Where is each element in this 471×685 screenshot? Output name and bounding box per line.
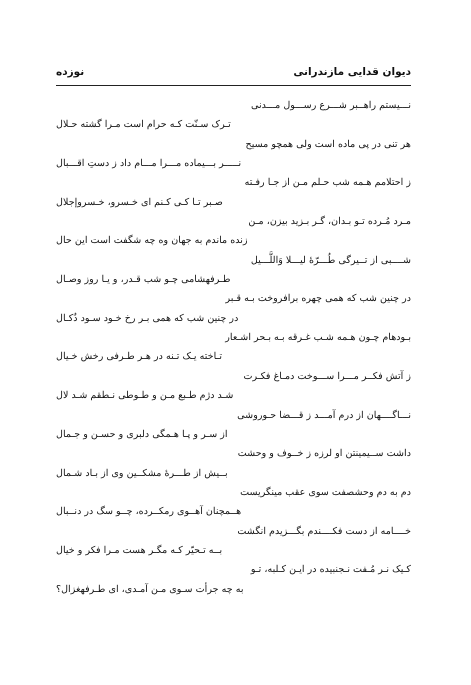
verse-line: کـیک نـر مُـفت نـجنبیده در ایـن کـلبه، تـو: [250, 564, 411, 576]
verse-line: هر تنی در پی ماده است ولی همچو مسیح: [245, 138, 411, 150]
page-number: نوزده: [56, 66, 85, 78]
verse-line: دم به دم وحشصفت سوی عقب مینگریست: [240, 486, 411, 498]
book-title: دیوان قدایی مازندرانی: [293, 66, 411, 78]
verse-line: زنده ماندم به جهان وه چه شگفت است این حال: [56, 235, 248, 247]
verse-line: صـبر تـا کـی کـنم ای خـسرو، خـسروإجلال: [56, 196, 223, 208]
verse-line: تـرک سـنّت کـه حرام است مـرا گشته حـلال: [56, 119, 231, 131]
poem-body: [56, 96, 411, 599]
verse-line: در چنین شب که همی بـر رخ خـود سـود ذُکـال: [56, 312, 239, 324]
header-rule: [56, 85, 411, 86]
verse-line: شــــبی از تــیرگی طُـــرّهٔ لیـــلا وَاللَّـــیل: [250, 254, 411, 266]
verse-line: از سـر و پـا هـمگی دلبری و حسـن و جـمال: [56, 428, 228, 440]
verse-line: شـد دژم طـبع مـن و طـوطی نـطقم شـد لال: [56, 390, 234, 402]
verse-line: بـودهام چـون هـمه شـب غـرقه بـه بـحر اشـعار: [225, 332, 411, 344]
verse-line: بــیش از طـــرهٔ مشکــین وی از بـاد شـمال: [56, 467, 228, 479]
verse-line: نـــــر بـــیماده مـــرا مـــام داد ز دستِ اقـــبال: [56, 158, 242, 170]
verse-line: نـــاگــــهان از درم آمـــد ز قـــضا حـوروشی: [237, 409, 411, 421]
verse-line: طـرفهشامی چـو شب قـدر، و یـا روز وصـال: [56, 274, 231, 286]
verse-line: مـرد مُـرده تـو بـدان، گـر بـزید بیزن، مـن: [248, 216, 411, 228]
running-header: [56, 66, 411, 84]
verse-line: ز احتلامم هـمه شب حـلم مـن از جـا رفـته: [244, 177, 411, 189]
verse-line: به چه جرأت سـوی مـن آمـدی، ای طـرفهغزال؟: [56, 583, 244, 595]
verse-line: هــمچنان آهــوی رمکــرده، چــو سگ در دنــبال: [56, 506, 242, 518]
verse-line: خــــامه از دست فکــــندم بگـــزیدم انگشت: [237, 525, 411, 537]
verse-line: نـــیستم راهــبر شـــرع رســـول مـــدنی: [251, 100, 411, 111]
verse-line: ز آتش فکــر مـــرا ســـوخت دمـاغ فکـرت: [243, 370, 411, 382]
verse-line: داشت ســیمینتن او لرزه ز خــوف و وحشت: [237, 448, 411, 460]
verse-line: تـاخته یـک تـنه در هـر طـرفی رخش خـیال: [56, 351, 223, 363]
verse-line: در چنین شب که همی چهره برافروخت بـه قـبر: [225, 293, 411, 305]
verse-line: بــه تـحیّر کـه مگـر هست مـرا فکر و خیال: [56, 544, 223, 556]
